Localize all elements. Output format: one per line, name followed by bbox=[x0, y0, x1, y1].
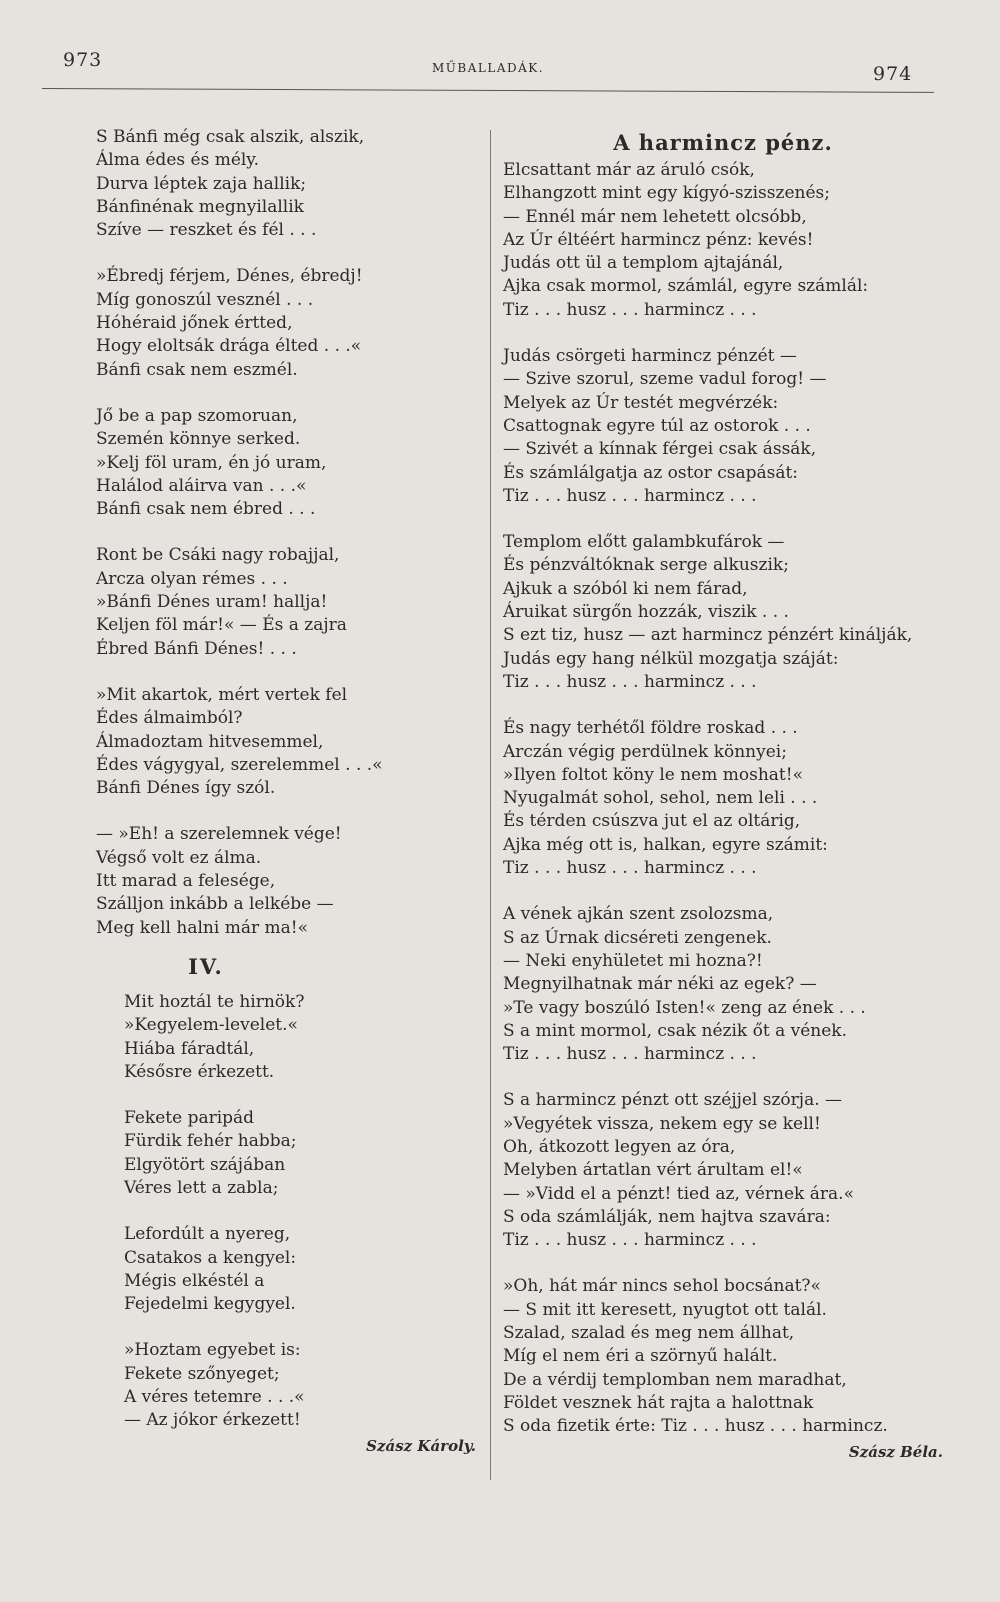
verse-line: Jő be a pap szomoruan, bbox=[96, 405, 298, 426]
verse-line: S oda számlálják, nem hajtva szavára: bbox=[503, 1206, 831, 1227]
verse-line: Álma édes és mély. bbox=[96, 150, 260, 171]
verse-line: »Bánfi Dénes uram! hallja! bbox=[96, 592, 328, 613]
stanza-gap bbox=[96, 242, 476, 265]
verse-line: Fürdik fehér habba; bbox=[124, 1131, 297, 1152]
stanza-gap bbox=[96, 521, 476, 544]
verse-line: Míg gonoszúl vesznél . . . bbox=[96, 289, 314, 310]
verse-line: Halálod aláirva van . . .« bbox=[96, 475, 307, 496]
verse-line: A véres tetemre . . .« bbox=[124, 1387, 305, 1408]
stanza bbox=[96, 126, 476, 242]
verse-line: Csattognak egyre túl az ostorok . . . bbox=[503, 415, 811, 436]
verse-line: Durva léptek zaja hallik; bbox=[96, 173, 307, 194]
verse-line: — Szivét a kínnak férgei csak ássák, bbox=[503, 439, 817, 460]
author-right: Szász Béla. bbox=[848, 1442, 943, 1461]
stanza bbox=[124, 1107, 476, 1200]
header-rule bbox=[42, 88, 934, 93]
verse-line: Mégis elkéstél a bbox=[124, 1270, 265, 1291]
verse-line: — »Vidd el a pénzt! tied az, vérnek ára.« bbox=[503, 1183, 854, 1204]
verse-line: »Vegyétek vissza, nekem egy se kell! bbox=[503, 1113, 821, 1134]
verse-line: Végső volt ez álma. bbox=[96, 847, 262, 868]
verse-line: Ajka csak mormol, számlál, egyre számlál: bbox=[503, 276, 869, 297]
verse-line: Édes vágygyal, szerelemmel . . .« bbox=[96, 754, 383, 775]
verse-line: Arczán végig perdülnek könnyei; bbox=[503, 741, 787, 762]
verse-line: Keljen föl már!« — És a zajra bbox=[96, 615, 347, 636]
stanza-gap bbox=[96, 661, 476, 684]
verse-line: — Neki enyhületet mi hozna?! bbox=[503, 950, 763, 971]
verse-line: Hogy eloltsák drága élted . . .« bbox=[96, 336, 362, 357]
verse-line: »Ilyen foltot köny le nem moshat!« bbox=[503, 764, 803, 785]
verse-line: — Ennél már nem lehetett olcsóbb, bbox=[503, 206, 807, 227]
verse-line: Áruikat sürgőn hozzák, viszik . . . bbox=[503, 602, 789, 623]
verse-line: Fekete paripád bbox=[124, 1108, 255, 1129]
verse-line: Bánfi csak nem eszmél. bbox=[96, 359, 298, 380]
stanza bbox=[96, 405, 476, 521]
verse-line: Templom előtt galambkufárok — bbox=[503, 532, 785, 553]
verse-line: Tiz . . . husz . . . harmincz . . . bbox=[503, 1044, 757, 1065]
column-divider bbox=[490, 130, 491, 1480]
verse-line: Ajka még ott is, halkan, egyre számit: bbox=[503, 834, 828, 855]
verse-line: Szíve — reszket és fél . . . bbox=[96, 220, 317, 241]
verse-line: Hóhéraid jőnek értted, bbox=[96, 313, 293, 334]
stanza-gap bbox=[503, 508, 943, 531]
verse-line: »Hoztam egyebet is: bbox=[124, 1340, 301, 1361]
verse-line: Tiz . . . husz . . . harmincz . . . bbox=[503, 485, 757, 506]
verse-line: Bánfinénak megnyilallik bbox=[96, 196, 304, 217]
verse-line: — »Eh! a szerelemnek vége! bbox=[96, 824, 342, 845]
stanza bbox=[96, 684, 476, 800]
verse-line: Elhangzott mint egy kígyó-szisszenés; bbox=[503, 183, 830, 204]
verse-line: »Te vagy boszúló Isten!« zeng az ének . . . bbox=[503, 997, 866, 1018]
verse-line: Megnyilhatnak már néki az egek? — bbox=[503, 974, 817, 995]
verse-line: Csatakos a kengyel: bbox=[124, 1247, 297, 1268]
stanza-gap bbox=[503, 694, 943, 717]
verse-line: S az Úrnak dicséreti zengenek. bbox=[503, 927, 772, 948]
poem-title: A harmincz pénz. bbox=[613, 130, 833, 155]
verse-line: »Mit akartok, mért vertek fel bbox=[96, 684, 348, 705]
stanza bbox=[503, 1089, 943, 1252]
verse-line: Tiz . . . husz . . . harmincz . . . bbox=[503, 299, 757, 320]
verse-line: De a vérdij templomban nem maradhat, bbox=[503, 1369, 847, 1390]
verse-line: Ront be Csáki nagy robajjal, bbox=[96, 545, 340, 566]
verse-line: Judás csörgeti harmincz pénzét — bbox=[503, 346, 797, 367]
verse-line: Földet vesznek hát rajta a halottnak bbox=[503, 1392, 814, 1413]
left-poem-stanzas bbox=[96, 126, 476, 940]
verse-line: És számlálgatja az ostor csapását: bbox=[503, 462, 799, 483]
verse-line: És nagy terhétől földre roskad . . . bbox=[503, 718, 798, 739]
verse-line: Tiz . . . husz . . . harmincz . . . bbox=[503, 858, 757, 879]
running-title: MŰBALLADÁK. bbox=[432, 61, 545, 75]
verse-line: S Bánfi még csak alszik, alszik, bbox=[96, 127, 365, 147]
verse-line: Elgyötört szájában bbox=[124, 1154, 286, 1175]
stanza bbox=[124, 991, 476, 1084]
verse-line: A vének ajkán szent zsolozsma, bbox=[503, 904, 774, 925]
stanza-gap bbox=[503, 322, 943, 345]
verse-line: Judás ott ül a templom ajtajánál, bbox=[503, 253, 784, 274]
verse-line: Itt marad a felesége, bbox=[96, 871, 276, 892]
stanza bbox=[503, 1275, 943, 1438]
verse-line: — Az jókor érkezett! bbox=[124, 1410, 301, 1431]
verse-line: Ébred Bánfi Dénes! . . . bbox=[96, 638, 297, 659]
verse-line: Lefordúlt a nyereg, bbox=[124, 1224, 291, 1245]
stanza-gap bbox=[124, 1084, 476, 1107]
left-column bbox=[96, 126, 476, 1455]
stanza bbox=[503, 717, 943, 880]
page-number-left: 973 bbox=[63, 49, 103, 71]
verse-line: Álmadoztam hitvesemmel, bbox=[96, 731, 324, 752]
stanza bbox=[96, 823, 476, 939]
section-number: IV. bbox=[188, 953, 224, 979]
verse-line: Nyugalmát sohol, sehol, nem leli . . . bbox=[503, 788, 818, 809]
verse-line: Szemén könnye serked. bbox=[96, 429, 301, 450]
verse-line: Édes álmaimból? bbox=[96, 708, 243, 729]
stanza-gap bbox=[96, 382, 476, 405]
verse-line: »Oh, hát már nincs sehol bocsánat?« bbox=[503, 1276, 821, 1297]
verse-line: S ezt tiz, husz — azt harmincz pénzért kinálják, bbox=[503, 625, 913, 646]
verse-line: És térden csúszva jut el az oltárig, bbox=[503, 811, 801, 832]
stanza bbox=[124, 1223, 476, 1316]
verse-line: És pénzváltóknak serge alkuszik; bbox=[503, 555, 789, 576]
stanza bbox=[503, 159, 943, 322]
verse-line: Meg kell halni már ma!« bbox=[96, 917, 308, 938]
page-number-right: 974 bbox=[873, 63, 913, 85]
stanza bbox=[503, 345, 943, 508]
verse-line: Arcza olyan rémes . . . bbox=[96, 568, 288, 589]
verse-line: Szálljon inkább a lelkébe — bbox=[96, 894, 334, 915]
stanza bbox=[503, 531, 943, 694]
verse-line: Judás egy hang nélkül mozgatja száját: bbox=[503, 648, 839, 669]
section-iv-stanzas bbox=[96, 991, 476, 1433]
page-header bbox=[0, 0, 1000, 100]
verse-line: Ajkuk a szóból ki nem fárad, bbox=[503, 578, 748, 599]
verse-line: — Szive szorul, szeme vadul forog! — bbox=[503, 369, 827, 390]
verse-line: S a mint mormol, csak nézik őt a vének. bbox=[503, 1020, 847, 1041]
verse-line: »Kegyelem-levelet.« bbox=[124, 1015, 298, 1036]
verse-line: »Ébredj férjem, Dénes, ébredj! bbox=[96, 266, 363, 287]
verse-line: Melyek az Úr testét megvérzék: bbox=[503, 392, 779, 413]
verse-line: S oda fizetik érte: Tiz . . . husz . . . harmincz. bbox=[503, 1416, 888, 1437]
verse-line: S a harmincz pénzt ott széjjel szórja. — bbox=[503, 1090, 843, 1111]
stanza bbox=[503, 903, 943, 1066]
verse-line: Fejedelmi kegygyel. bbox=[124, 1294, 296, 1315]
verse-line: Tiz . . . husz . . . harmincz . . . bbox=[503, 1230, 757, 1251]
verse-line: Bánfi csak nem ébred . . . bbox=[96, 499, 316, 520]
stanza-gap bbox=[503, 880, 943, 903]
verse-line: Véres lett a zabla; bbox=[124, 1177, 279, 1198]
right-column bbox=[503, 130, 943, 1461]
verse-line: Szalad, szalad és meg nem állhat, bbox=[503, 1323, 795, 1344]
stanza-gap bbox=[503, 1252, 943, 1275]
verse-line: »Kelj föl uram, én jó uram, bbox=[96, 452, 327, 473]
stanza bbox=[124, 1339, 476, 1432]
verse-line: Bánfi Dénes így szól. bbox=[96, 778, 276, 799]
stanza-gap bbox=[124, 1316, 476, 1339]
right-poem-stanzas bbox=[503, 159, 943, 1439]
verse-line: Mit hoztál te hirnök? bbox=[124, 991, 305, 1012]
stanza bbox=[96, 544, 476, 660]
verse-line: Hiába fáradtál, bbox=[124, 1038, 255, 1059]
stanza-gap bbox=[503, 1066, 943, 1089]
verse-line: Míg el nem éri a szörnyű halált. bbox=[503, 1346, 778, 1367]
verse-line: Az Úr éltéért harmincz pénz: kevés! bbox=[503, 229, 814, 250]
verse-line: — S mit itt keresett, nyugtot ott talál. bbox=[503, 1299, 827, 1320]
stanza-gap bbox=[124, 1200, 476, 1223]
verse-line: Késősre érkezett. bbox=[124, 1061, 275, 1082]
author-left: Szász Károly. bbox=[366, 1436, 476, 1455]
verse-line: Oh, átkozott legyen az óra, bbox=[503, 1136, 736, 1157]
verse-line: Melyben ártatlan vért árultam el!« bbox=[503, 1160, 803, 1181]
stanza-gap bbox=[96, 800, 476, 823]
verse-line: Tiz . . . husz . . . harmincz . . . bbox=[503, 671, 757, 692]
verse-line: Fekete szőnyeget; bbox=[124, 1363, 280, 1384]
verse-line: Elcsattant már az áruló csók, bbox=[503, 160, 755, 180]
stanza bbox=[96, 265, 476, 381]
